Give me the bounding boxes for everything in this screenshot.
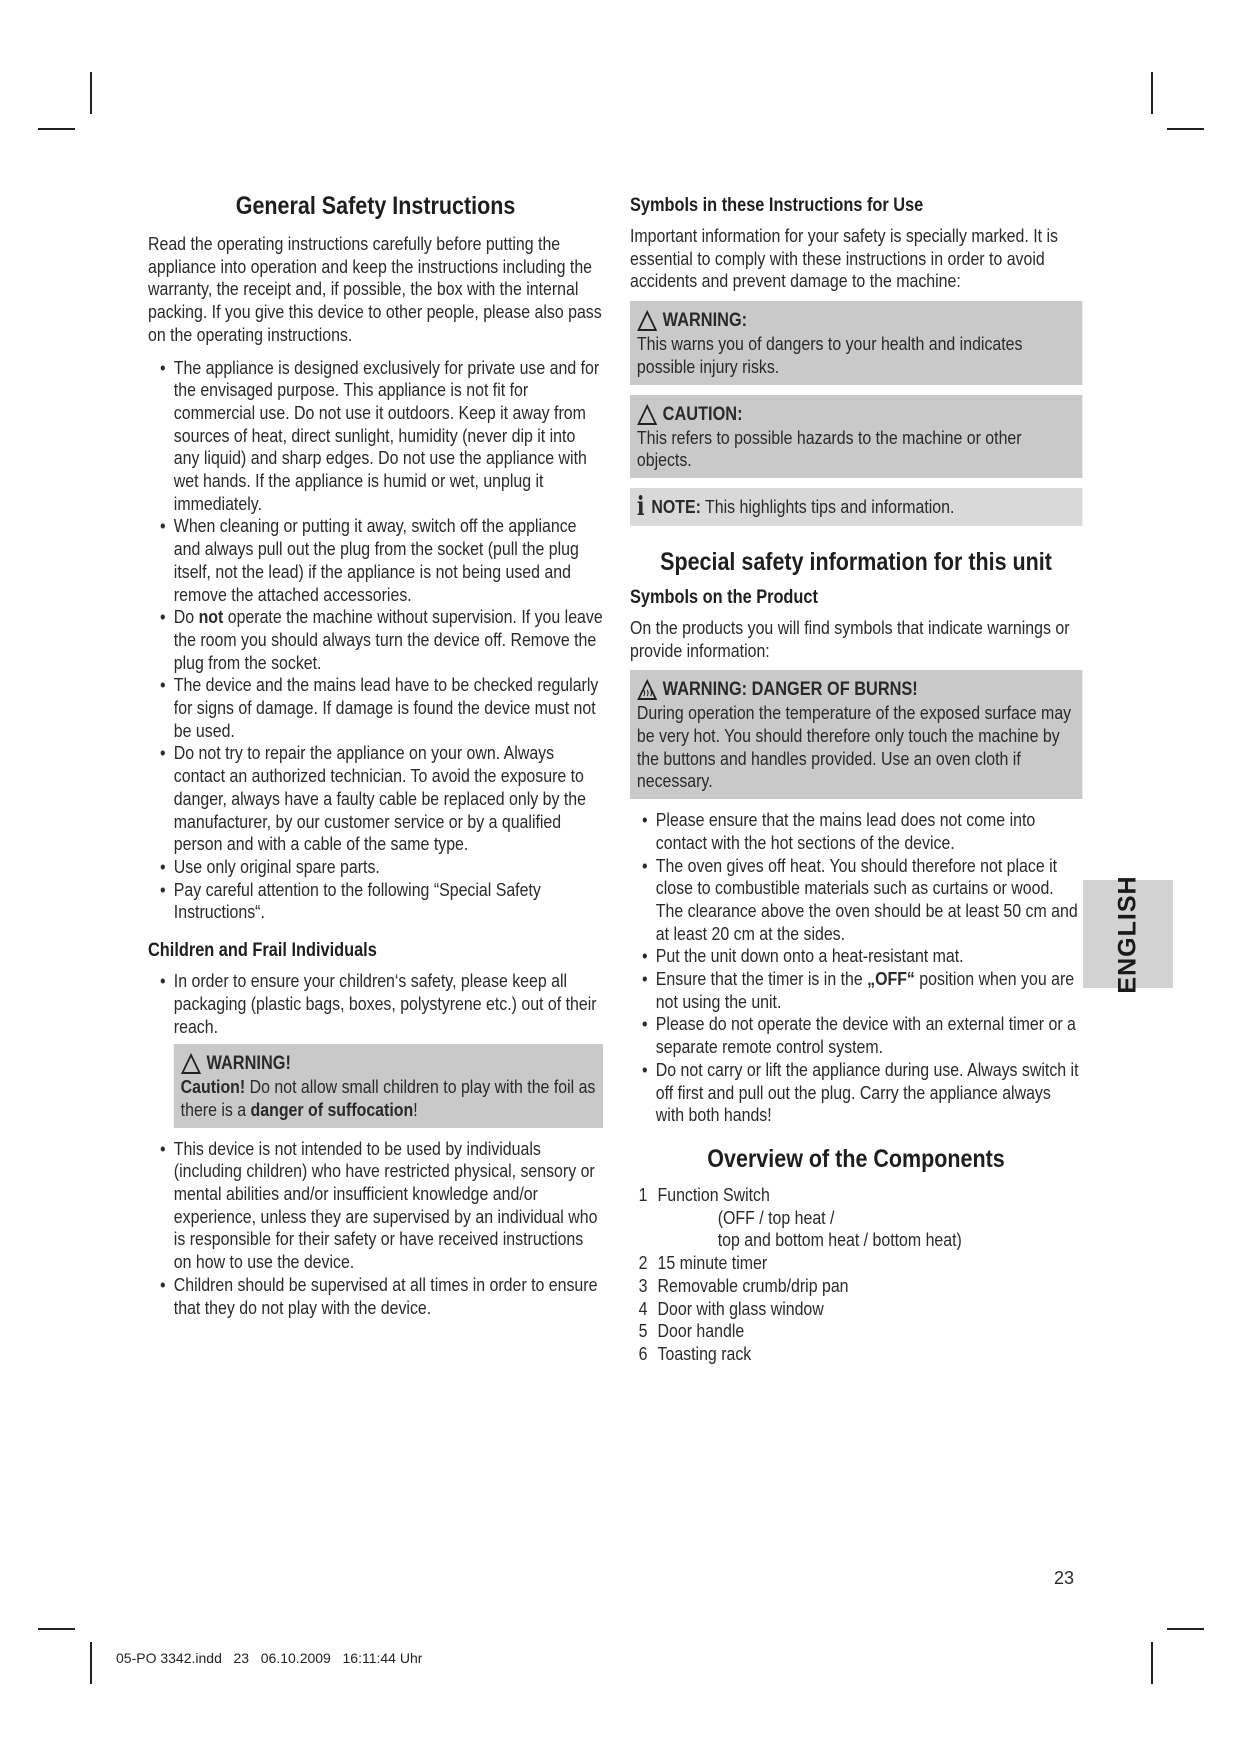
list-item: [630, 968, 1082, 1013]
crop-mark: [1151, 72, 1153, 114]
burns-warning-box: [630, 670, 1082, 799]
language-tab-label: ENGLISH: [1113, 874, 1142, 994]
caution-triangle-icon: [637, 404, 658, 426]
list-item: • The oven gives off heat. You should therefore not place it close to combustible materials such as curtains or wood. The clearance above the oven should be at least 50 cm and at least 20 cm at the sides.: [630, 855, 1082, 946]
caution-label: Caution!: [180, 1076, 246, 1098]
emphasis-not: not: [198, 606, 224, 628]
caution-box: [630, 395, 1082, 478]
list-item-text: operate the machine without supervision. If you leave the room you should always turn the device off. Remove the plug from the socket.: [173, 606, 603, 673]
warning-title: WARNING!: [206, 1053, 291, 1075]
intro-paragraph: Read the operating instructions carefully before putting the appliance into operation and keep the instructions including the warranty, the receipt and, if possible, the box with the internal packing. If you give this device to other people, please also pass on the operating instructions.: [148, 233, 602, 345]
info-icon: i: [636, 491, 645, 522]
warning-triangle-icon: [181, 1053, 202, 1075]
hot-surface-icon: [637, 679, 658, 701]
suffocation-warning-box: [174, 1044, 603, 1127]
safety-bullet-list: [148, 357, 603, 925]
warning-text: This warns you of dangers to your health and indicates possible injury risks.: [636, 333, 1023, 377]
general-safety-title: General Safety Instructions: [235, 192, 516, 220]
unit-safety-bullet-list: [630, 809, 1082, 1127]
symbols-heading: Symbols in these Instructions for Use: [630, 195, 924, 216]
crop-mark: [38, 128, 75, 130]
list-item-text: Ensure that the timer is in the: [655, 968, 868, 990]
caution-text: This refers to possible hazards to the machine or other objects.: [636, 426, 1022, 471]
list-item: • Use only original spare parts.: [148, 856, 603, 879]
component-item: [639, 1343, 1082, 1366]
list-item: • Please do not operate the device with an external timer or a separate remote control system.: [630, 1013, 1082, 1058]
component-number: 4: [638, 1297, 648, 1319]
component-detail: top and bottom heat / bottom heat): [717, 1229, 962, 1251]
overview-title: Overview of the Components: [707, 1144, 1005, 1173]
components-list: [630, 1184, 1082, 1366]
caution-title-row: [637, 403, 1075, 427]
list-item: • The appliance is designed exclusively for private use and for the envisaged purpose. This appliance is not fit for commercial use. Do not use it outdoors. Keep it away from sources of heat, direct sunlight, humidity (never dip it into any liquid) and sharp edges. Do not use the appliance with wet hands. If the appliance is humid or wet, unplug it immediately.: [148, 357, 603, 516]
off-label: „OFF“: [867, 968, 915, 990]
component-number: 2: [638, 1252, 648, 1274]
crop-mark: [1167, 128, 1204, 130]
list-item-text: Do: [173, 606, 199, 628]
language-tab: [1083, 874, 1173, 994]
warning-text: [181, 1076, 597, 1121]
special-safety-title: Special safety information for this unit: [660, 547, 1052, 576]
product-symbols-heading: Symbols on the Product: [630, 586, 818, 608]
list-item: • In order to ensure your children‘s safety, please keep all packaging (plastic bags, boxes, polystyrene etc.) out of their reach.: [148, 970, 603, 1038]
children-heading: Children and Frail Individuals: [148, 940, 377, 962]
component-label: Door handle: [657, 1320, 745, 1342]
list-item: • When cleaning or putting it away, switch off the appliance and always pull out the plug from the socket (pull the plug itself, not the lead) if the appliance is not being used and remove the attached accessories.: [148, 515, 603, 606]
suffocation-label: danger of suffocation: [250, 1098, 414, 1120]
caution-title: CAUTION:: [662, 403, 743, 425]
list-item: • Children should be supervised at all times in order to ensure that they do not play with the device.: [148, 1274, 603, 1319]
page-number: 23: [1054, 1568, 1075, 1588]
list-item: • This device is not intended to be used by individuals (including children) who have restricted physical, sensory or mental abilities and/or insufficient knowledge and/or experience, unless they are supervised by an individual who is responsible for their safety or have received instructions on how to use the device.: [148, 1138, 603, 1274]
component-label: Removable crumb/drip pan: [657, 1274, 849, 1296]
component-label: Toasting rack: [657, 1342, 752, 1364]
warning-title: WARNING:: [662, 310, 748, 332]
print-footer: 05-PO 3342.indd 23 06.10.2009 16:11:44 Uhr: [116, 1650, 423, 1666]
crop-mark: [1151, 1642, 1153, 1684]
children-bullet-list: [148, 970, 603, 1038]
component-item: [639, 1184, 1082, 1207]
list-item: [148, 606, 603, 674]
list-item: • Please ensure that the mains lead does not come into contact with the hot sections of the device.: [630, 809, 1082, 854]
children-bullet-list-2: [148, 1138, 603, 1320]
warning-text-part: Do not allow small children to play with the foil as there is a: [180, 1076, 596, 1120]
list-item: • Do not carry or lift the appliance during use. Always switch it off first and pull out the plug. Carry the appliance always with both hands!: [630, 1059, 1082, 1127]
component-label: 15 minute timer: [657, 1252, 768, 1274]
list-item: • The device and the mains lead have to be checked regularly for signs of damage. If damage is found the device must not be used.: [148, 674, 603, 742]
warning-title-row: [637, 309, 1075, 333]
warning-box: [630, 301, 1082, 384]
warning-triangle-icon: [637, 310, 658, 332]
right-column: [630, 195, 1082, 1366]
note-label: NOTE:: [651, 495, 701, 517]
burns-title: WARNING: DANGER OF BURNS!: [662, 679, 918, 701]
list-item: • Do not try to repair the appliance on your own. Always contact an authorized technician. To avoid the exposure to danger, always have a faulty cable be replaced only by the manufacturer, by our customer service or by a qualified person and with a cable of the same type.: [148, 742, 603, 856]
component-number: 6: [638, 1342, 648, 1364]
component-number: 5: [638, 1320, 648, 1342]
burns-title-row: [637, 678, 1075, 702]
component-label: Function Switch: [657, 1183, 770, 1205]
warning-title-row: [181, 1052, 597, 1076]
component-item: [639, 1298, 1082, 1321]
burns-text: During operation the temperature of the exposed surface may be very hot. You should therefore only touch the machine by the buttons and handles provided. Use an oven cloth if necessary.: [636, 702, 1072, 792]
list-item: • Pay careful attention to the following “Special Safety Instructions“.: [148, 879, 603, 924]
component-item: [639, 1275, 1082, 1298]
list-item: • Put the unit down onto a heat-resistant mat.: [630, 945, 1082, 968]
product-symbols-intro: On the products you will find symbols that indicate warnings or provide information:: [630, 616, 1070, 661]
crop-mark: [1167, 1628, 1204, 1630]
left-column: [148, 192, 603, 1329]
crop-mark: [90, 1642, 92, 1684]
component-label: Door with glass window: [657, 1297, 824, 1319]
note-text: This highlights tips and information.: [700, 495, 955, 517]
component-item: [639, 1252, 1082, 1275]
component-detail: (OFF / top heat /: [717, 1206, 835, 1228]
list-item-text: position when you are not using the unit.: [655, 968, 1075, 1012]
component-number: 1: [638, 1183, 648, 1205]
note-box: [630, 488, 1082, 526]
crop-mark: [90, 72, 92, 114]
component-item: [639, 1320, 1082, 1343]
component-number: 3: [638, 1274, 648, 1296]
warning-text-part: !: [413, 1098, 418, 1120]
crop-mark: [38, 1628, 75, 1630]
symbols-intro: Important information for your safety is specially marked. It is essential to comply with these instructions in order to avoid accidents and prevent damage to the machine:: [630, 225, 1058, 292]
